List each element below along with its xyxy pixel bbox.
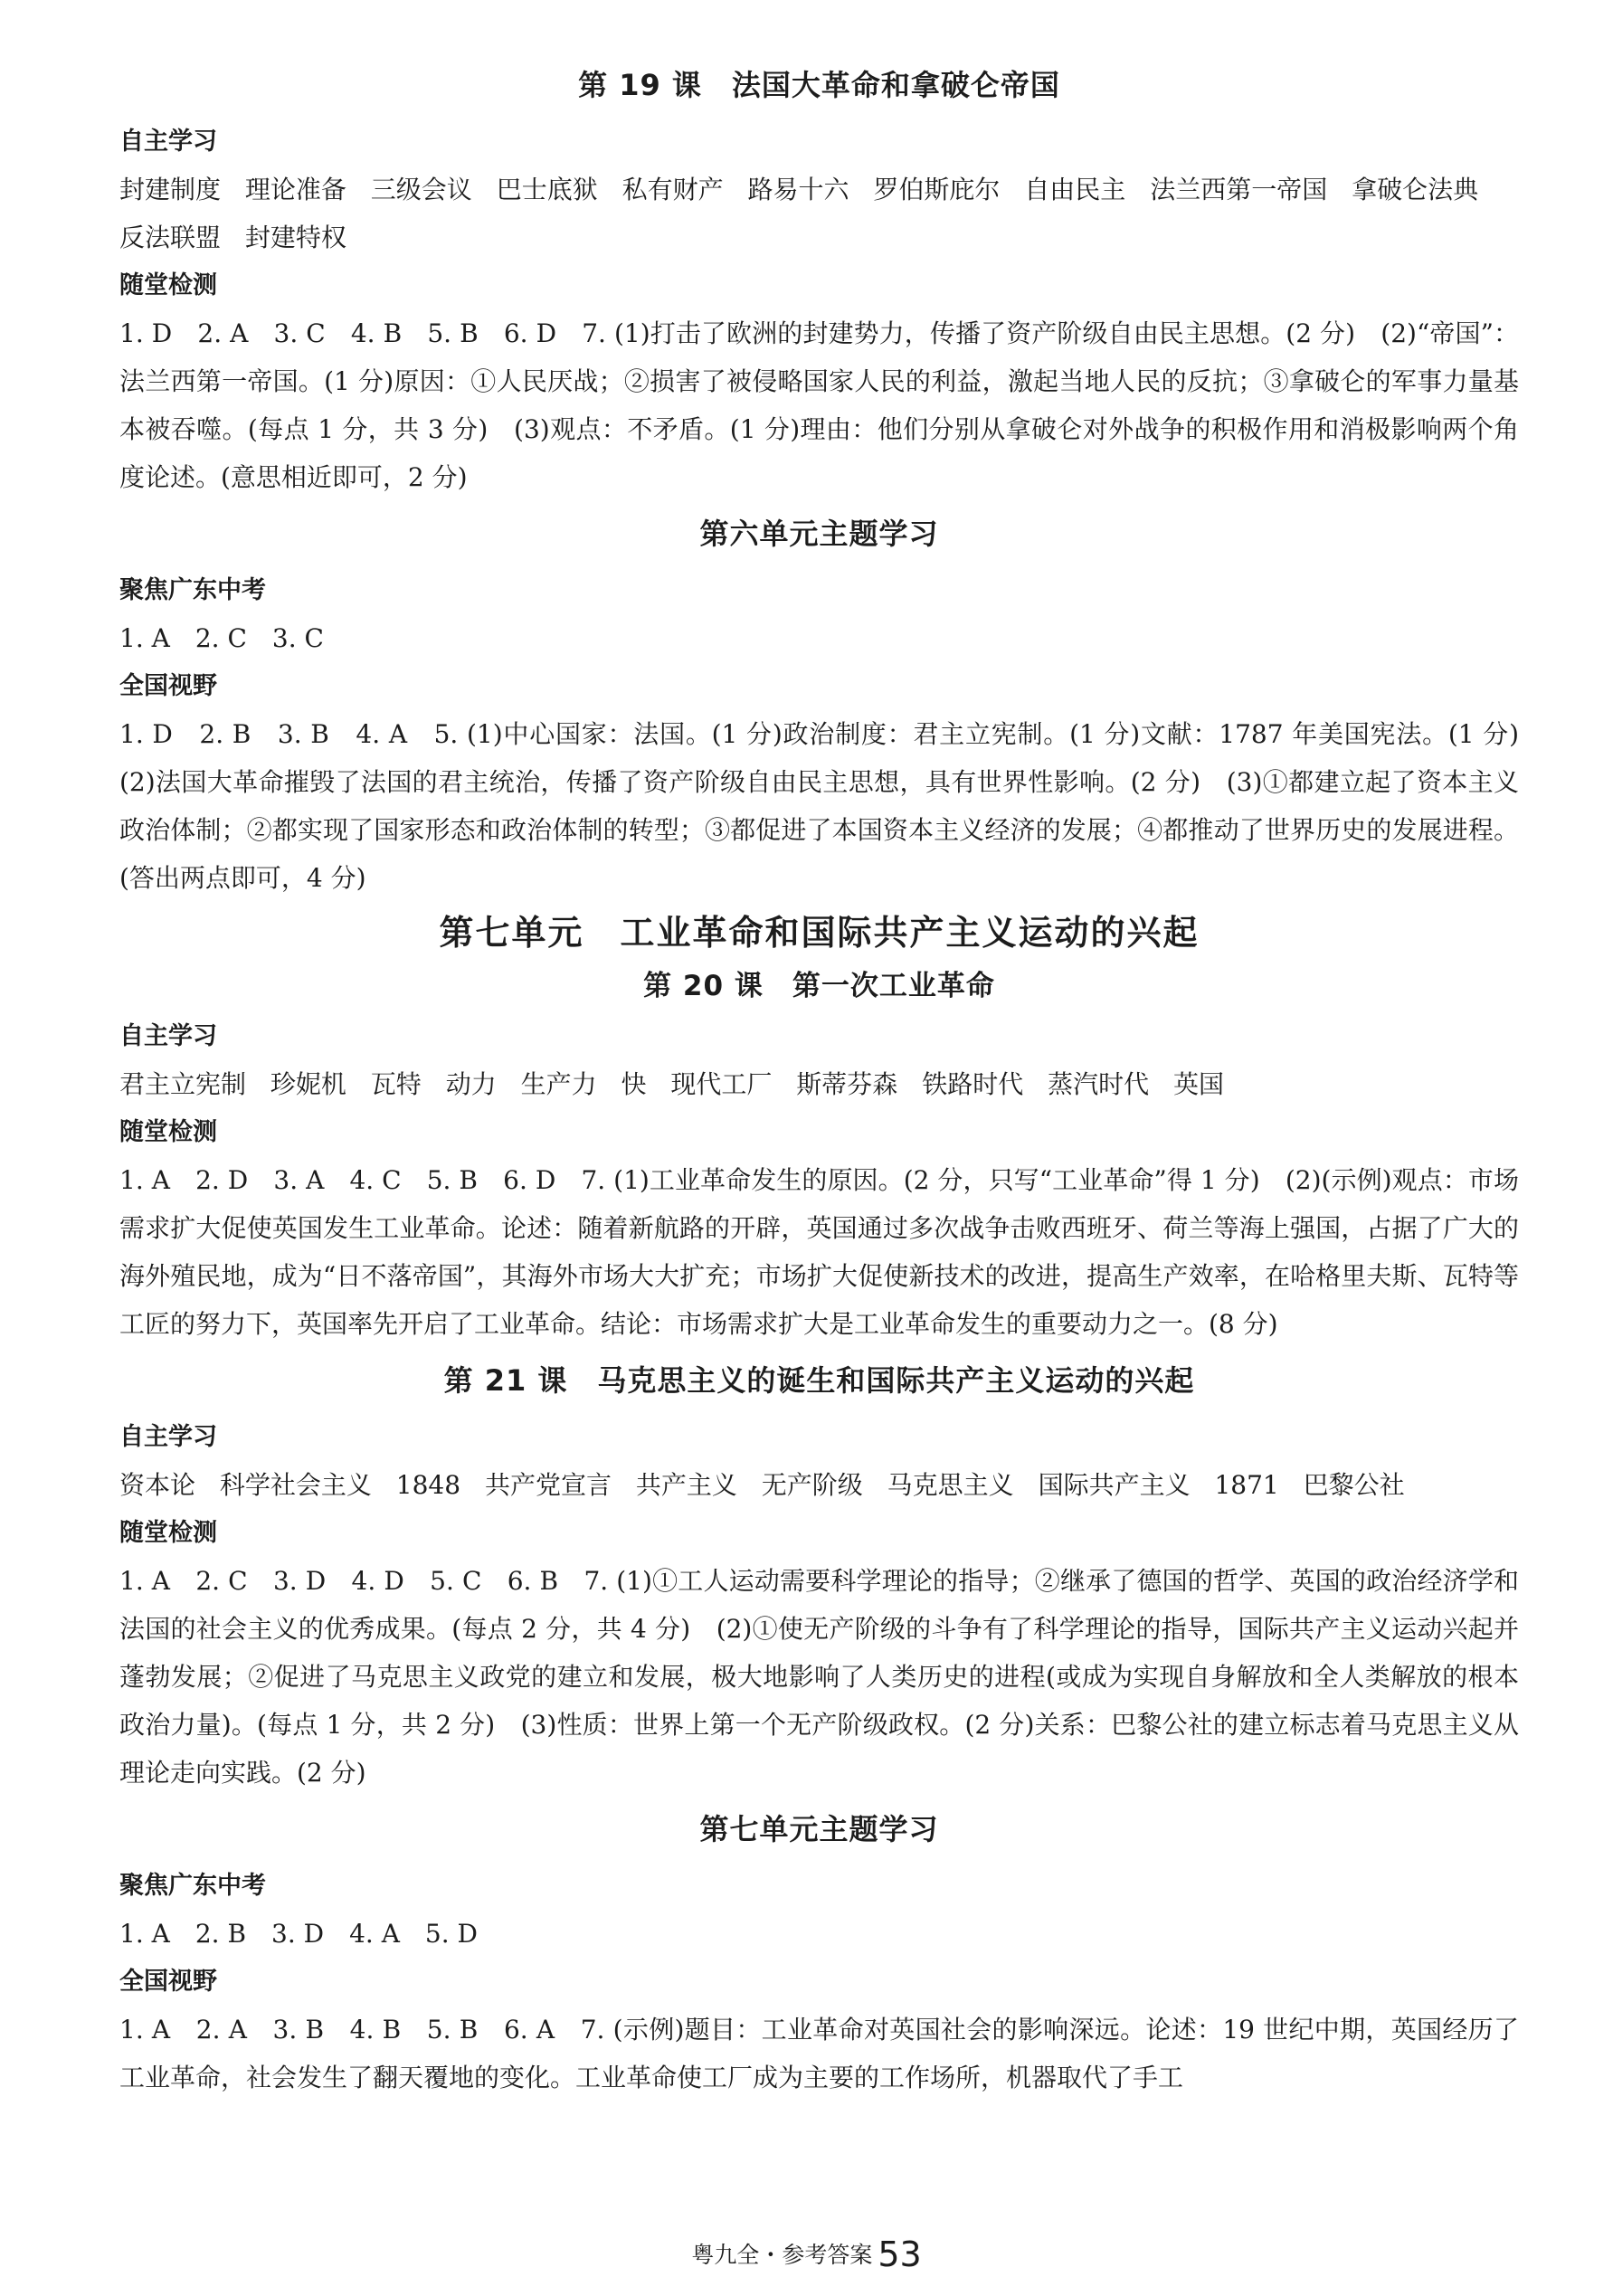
lesson-21-self-study-label: 自主学习 [119,1423,217,1451]
lesson-19-self-study-label: 自主学习 [119,128,217,156]
unit-6-national-answers: 1. D 2. B 3. B 4. A 5. (1)中心国家：法国。(1 分)政治制度：君主立宪制。(1 分)文献：1787 年美国宪法。(1 分) (2)法国大革命摧毁了法国的君主统治，传播了资产阶级自由民主思想，具有世界性影响。(2 分) (3)①都建立起了资本主义政治体制；②都实现了国家形态和政治体制的转型；③都促进了本国资本主义经济的发展；④都推动了世界历史的发展进程。(答出两点即可，4 分) [119,719,1545,893]
unit-6-theme-title: 第六单元主题学习 [699,517,939,551]
lesson-20-check-answers: 1. A 2. D 3. A 4. C 5. B 6. D 7. (1)工业革命发生的原因。(2 分，只写“工业革命”得 1 分) (2)(示例)观点：市场需求扩大促使英国发生工业革命。论述：随着新航路的开辟，英国通过多次战争击败西班牙、荷兰等海上强国，占据了广大的海外殖民地，成为“日不落帝国”，其海外市场大大扩充；市场扩大促使新技术的改进，提高生产效率，在哈格里夫斯、瓦特等工匠的努力下，英国率先开启了工业革命。结论：市场需求扩大是工业革命发生的重要动力之一。(8 分) [119,1165,1519,1339]
lesson-19-check-label: 随堂检测 [119,271,217,299]
footer-label: 粤九全・参考答案 [691,2242,873,2268]
unit-7-title: 第七单元 工业革命和国际共产主义运动的兴起 [439,913,1200,953]
lesson-21-self-study-keywords: 资本论 科学社会主义 1848 共产党宣言 共产主义 无产阶级 马克思主义 国际共产主义 1871 巴黎公社 [119,1470,1405,1500]
unit-6-guangdong-answers: 1. A 2. C 3. C [119,623,324,653]
unit-7-guangdong-label: 聚焦广东中考 [119,1872,266,1900]
lesson-20-self-study-keywords: 君主立宪制 珍妮机 瓦特 动力 生产力 快 现代工厂 斯蒂芬森 铁路时代 蒸汽时代 英国 [119,1069,1225,1099]
unit-7-national-label: 全国视野 [119,1968,217,1996]
lesson-20-self-study-label: 自主学习 [119,1022,217,1050]
unit-7-theme-title: 第七单元主题学习 [699,1812,939,1846]
unit-6-guangdong-label: 聚焦广东中考 [119,576,266,604]
lesson-21-check-label: 随堂检测 [119,1519,217,1547]
lesson-21-check-answers: 1. A 2. C 3. D 4. D 5. C 6. B 7. (1)①工人运动需要科学理论的指导；②继承了德国的哲学、英国的政治经济学和法国的社会主义的优秀成果。(每点 2 分，共 4 分) (2)①使无产阶级的斗争有了科学理论的指导，国际共产主义运动兴起并蓬勃发展；②促进了马克思主义政党的建立和发展，极大地影响了人类历史的进程(或成为实现自身解放和全人类解放的根本政治力量)。(每点 1 分，共 2 分) (3)性质：世界上第一个无产阶级政权。(2 分)关系：巴黎公社的建立标志着马克思主义从理论走向实践。(2 分) [119,1566,1519,1788]
unit-7-guangdong-answers: 1. A 2. B 3. D 4. A 5. D [119,1919,478,1949]
unit-6-national-label: 全国视野 [119,672,217,700]
page-number: 53 [878,2234,922,2274]
lesson-21-title: 第 21 课 马克思主义的诞生和国际共产主义运动的兴起 [443,1363,1195,1398]
lesson-19-check-answers: 1. D 2. A 3. C 4. B 5. B 6. D 7. (1)打击了欧洲的封建势力，传播了资产阶级自由民主思想。(2 分) (2)“帝国”：法兰西第一帝国。(1 分)原因：①人民厌战；②损害了被侵略国家人民的利益，激起当地人民的反抗；③拿破仑的军事力量基本被吞噬。(每点 1 分，共 3 分) (3)观点：不矛盾。(1 分)理由：他们分别从拿破仑对外战争的积极作用和消极影响两个角度论述。(意思相近即可，2 分) [119,318,1519,492]
lesson-20-check-label: 随堂检测 [119,1118,217,1146]
page-footer [0,2233,1613,2277]
lesson-20-title: 第 20 课 第一次工业革命 [643,970,995,1002]
lesson-19-self-study-keywords: 封建制度 理论准备 三级会议 巴士底狱 私有财产 路易十六 罗伯斯庇尔 自由民主 法兰西第一帝国 拿破仑法典 反法联盟 封建特权 [119,175,1479,252]
unit-7-national-answers: 1. A 2. A 3. B 4. B 5. B 6. A 7. (示例)题目：工业革命对英国社会的影响深远。论述：19 世纪中期，英国经历了工业革命，社会发生了翻天覆地的变化。工业革命使工厂成为主要的工作场所，机器取代了手工 [119,2015,1519,2092]
lesson-19-title: 第 19 课 法国大革命和拿破仑帝国 [578,68,1060,102]
